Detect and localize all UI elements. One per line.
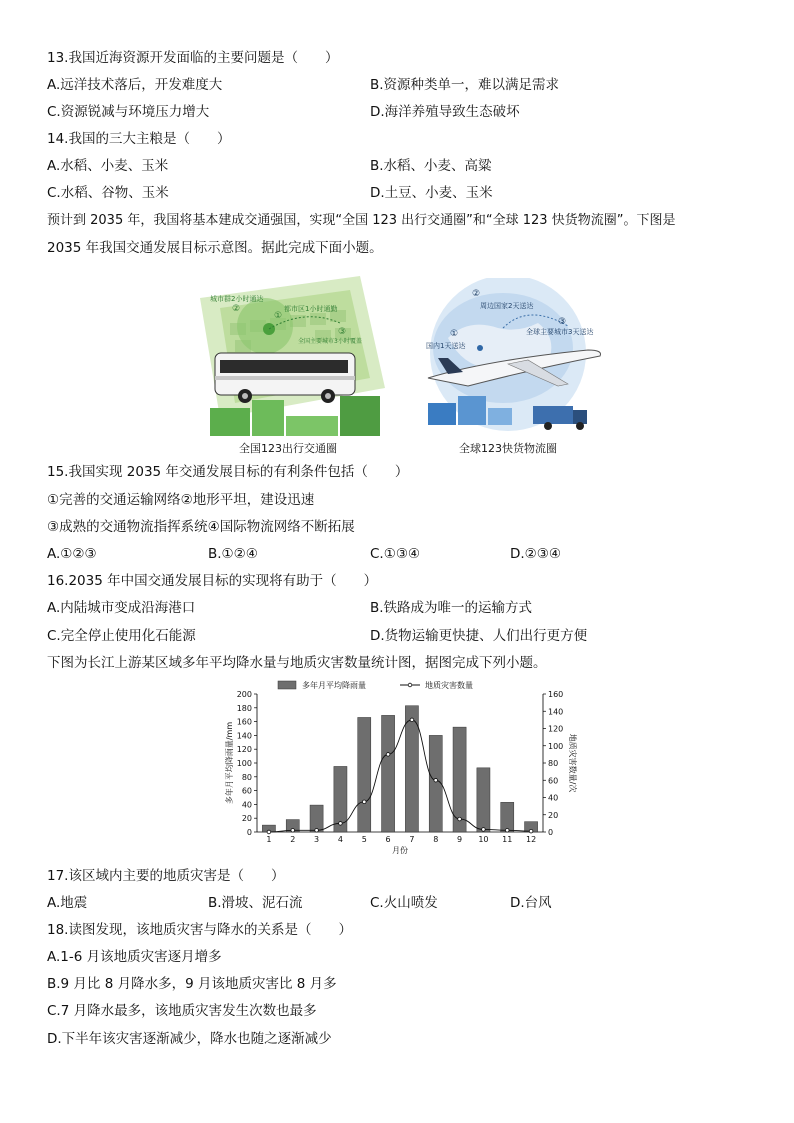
travel-label-2: 城市群2小时通达 (210, 295, 264, 303)
month-tick-label: 2 (290, 835, 296, 844)
rainfall-bar (501, 802, 514, 832)
q14-option-b: B.水稻、小麦、高粱 (370, 158, 492, 174)
disaster-count-point (267, 830, 271, 834)
disaster-count-point (410, 718, 414, 722)
logistics-label-1: 国内1天送达 (426, 342, 466, 350)
left-tick-label: 160 (236, 717, 252, 727)
travel-label-1: 都市区1小时通勤 (284, 305, 338, 313)
q15-stem: 15.我国实现 2035 年交通发展目标的有利条件包括（ ） (47, 464, 409, 480)
legend-line-label: 地质灾害数量 (425, 681, 473, 690)
month-tick-label: 11 (502, 835, 513, 844)
q13-option-b: B.资源种类单一，难以满足需求 (370, 77, 560, 93)
x-axis-title: 月份 (392, 846, 408, 855)
q13-option-a: A.远洋技术落后，开发难度大 (47, 77, 223, 93)
q17-option-b: B.滑坡、泥石流 (208, 895, 303, 911)
month-tick-label: 4 (337, 835, 343, 844)
q17-option-d: D.台风 (510, 895, 552, 911)
month-tick-label: 3 (314, 835, 320, 844)
right-axis-title: 地质灾害数量/次 (568, 733, 577, 793)
travel-number-1: ① (274, 311, 283, 321)
rainfall-bar (358, 717, 371, 832)
right-tick-label: 80 (548, 759, 559, 768)
left-axis-title: 多年月平均降雨量/mm (225, 721, 234, 805)
q13-option-c: C.资源锐减与环境压力增大 (47, 104, 210, 120)
travel-circle-caption: 全国123出行交通圈 (239, 442, 337, 455)
disaster-count-point (482, 828, 486, 832)
disaster-count-point (458, 817, 462, 821)
intro1-line2: 2035 年我国交通发展目标示意图。据此完成下面小题。 (47, 240, 383, 256)
logistics-number-1: ① (450, 329, 459, 339)
logistics-number-2: ② (472, 289, 481, 299)
disaster-count-point (315, 828, 319, 832)
month-tick-label: 10 (478, 835, 489, 844)
q15-statements-1: ①完善的交通运输网络②地形平坦，建设迅速 (47, 492, 315, 508)
q16-option-a: A.内陆城市变成沿海港口 (47, 600, 196, 616)
q15-option-b: B.①②④ (208, 546, 258, 562)
right-tick-label: 160 (548, 690, 564, 699)
q15-option-a: A.①②③ (47, 546, 97, 562)
right-tick-label: 40 (548, 793, 559, 803)
right-tick-label: 140 (548, 707, 564, 717)
q16-option-c: C.完全停止使用化石能源 (47, 628, 196, 644)
rainfall-bar (429, 735, 442, 832)
q15-option-d: D.②③④ (510, 546, 561, 562)
q15-statements-2: ③成熟的交通物流指挥系统④国际物流网络不断拓展 (47, 519, 355, 535)
right-tick-label: 0 (548, 828, 554, 837)
q16-option-d: D.货物运输更快捷、人们出行更方便 (370, 628, 588, 644)
left-tick-label: 200 (236, 690, 252, 699)
rainfall-disaster-chart (220, 676, 580, 861)
q18-option-a: A.1-6 月该地质灾害逐月增多 (47, 949, 222, 965)
rainfall-bar (310, 805, 323, 832)
disaster-count-line (269, 720, 531, 832)
travel-circle-illustration (190, 268, 388, 436)
q14-option-d: D.土豆、小麦、玉米 (370, 185, 493, 201)
q18-stem: 18.读图发现，该地质灾害与降水的关系是（ ） (47, 922, 352, 938)
intro1-line1: 预计到 2035 年，我国将基本建成交通强国，实现“全国 123 出行交通圈”和“全球 123 快货物流圈”。下图是 (47, 213, 676, 228)
rainfall-bar (405, 706, 418, 832)
right-tick-label: 20 (548, 810, 559, 820)
month-tick-label: 8 (433, 835, 439, 844)
left-tick-label: 140 (236, 731, 252, 741)
left-tick-label: 0 (246, 828, 252, 837)
legend-bar-label: 多年月平均降雨量 (302, 681, 366, 690)
right-tick-label: 100 (548, 741, 564, 751)
month-tick-label: 1 (266, 835, 272, 844)
travel-label-3: 全国主要城市3小时覆盖 (298, 338, 362, 345)
logistics-circle-illustration (408, 278, 606, 438)
disaster-count-point (386, 753, 390, 757)
month-tick-label: 6 (385, 835, 391, 844)
q17-stem: 17.该区域内主要的地质灾害是（ ） (47, 868, 285, 884)
disaster-count-point (339, 822, 343, 826)
month-tick-label: 9 (457, 835, 463, 844)
legend-bar-swatch (278, 681, 296, 689)
disaster-count-point (434, 778, 438, 782)
left-tick-label: 60 (241, 786, 252, 796)
q18-option-d: D.下半年该灾害逐渐减少，降水也随之逐渐减少 (47, 1031, 332, 1047)
legend-line-marker (408, 683, 412, 687)
left-tick-label: 120 (236, 745, 252, 755)
logistics-label-2: 周边国家2天送达 (480, 302, 534, 310)
logistics-label-3: 全球主要城市3天送达 (526, 328, 594, 336)
travel-number-2: ② (232, 304, 241, 314)
rainfall-bar (382, 715, 395, 832)
disaster-count-point (529, 829, 533, 833)
logistics-number-3: ③ (558, 317, 567, 327)
q18-option-c: C.7 月降水最多，该地质灾害发生次数也最多 (47, 1003, 317, 1019)
left-tick-label: 100 (236, 759, 252, 768)
q17-option-c: C.火山喷发 (370, 895, 438, 911)
q13-option-d: D.海洋养殖导致生态破坏 (370, 104, 520, 120)
disaster-count-point (505, 828, 509, 832)
travel-number-3: ③ (338, 327, 347, 337)
q14-stem: 14.我国的三大主粮是（ ） (47, 131, 231, 147)
q17-option-a: A.地震 (47, 895, 88, 911)
left-tick-label: 20 (241, 814, 252, 824)
right-tick-label: 120 (548, 724, 564, 734)
intro2: 下图为长江上游某区域多年平均降水量与地质灾害数量统计图，据图完成下列小题。 (47, 655, 547, 671)
left-tick-label: 180 (236, 703, 252, 713)
month-tick-label: 12 (525, 835, 537, 844)
q15-option-c: C.①③④ (370, 546, 421, 562)
disaster-count-point (362, 800, 366, 804)
left-tick-label: 80 (241, 772, 252, 782)
left-tick-label: 40 (241, 800, 252, 810)
q14-option-c: C.水稻、谷物、玉米 (47, 185, 169, 201)
q16-option-b: B.铁路成为唯一的运输方式 (370, 600, 533, 616)
q18-option-b: B.9 月比 8 月降水多，9 月该地质灾害比 8 月多 (47, 976, 337, 992)
rainfall-bar (477, 768, 490, 832)
disaster-count-point (291, 828, 295, 832)
q14-option-a: A.水稻、小麦、玉米 (47, 158, 169, 174)
month-tick-label: 5 (361, 835, 367, 844)
q13-stem: 13.我国近海资源开发面临的主要问题是（ ） (47, 50, 339, 66)
q16-stem: 16.2035 年中国交通发展目标的实现将有助于（ ） (47, 573, 378, 589)
logistics-circle-caption: 全球123快货物流圈 (459, 442, 557, 455)
month-tick-label: 7 (409, 835, 415, 844)
right-tick-label: 60 (548, 776, 559, 786)
